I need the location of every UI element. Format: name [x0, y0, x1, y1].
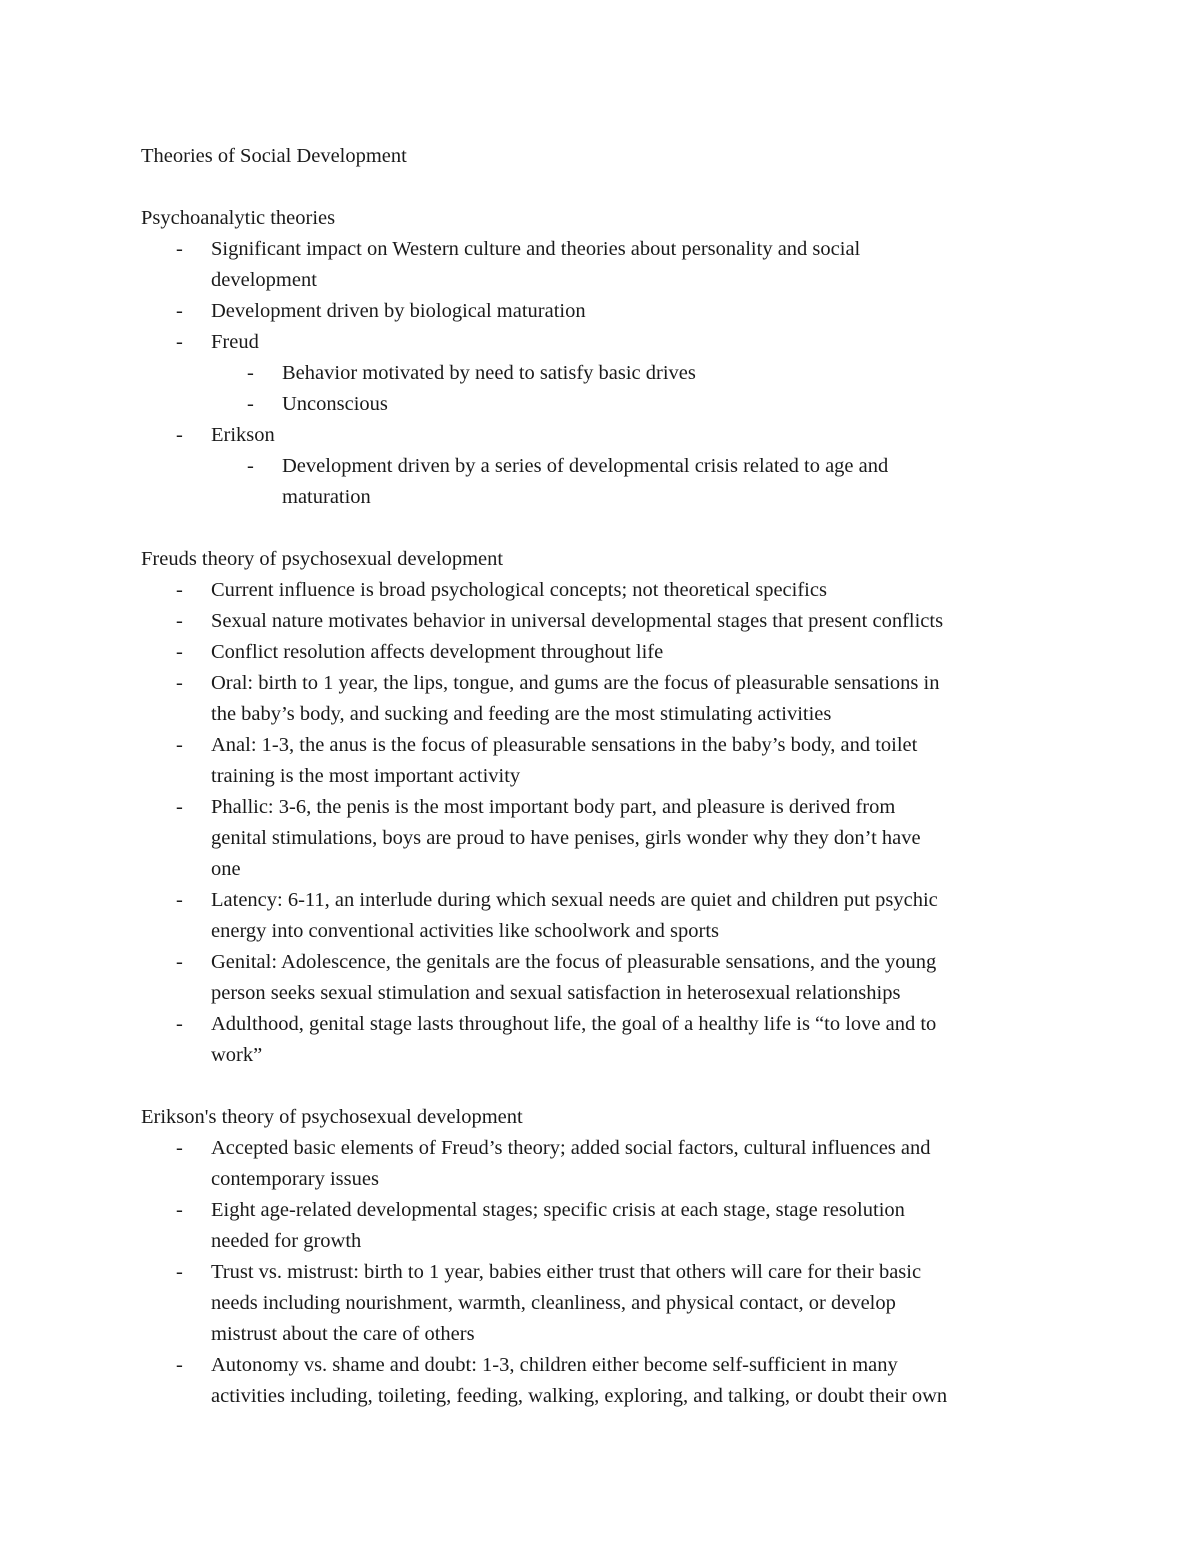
bullet-text: the baby’s body, and sucking and feeding are the most stimulating activities — [211, 703, 832, 725]
bullet-text: Freud — [211, 331, 259, 353]
bullet-text: needed for growth — [211, 1230, 362, 1252]
bullet-dash: - — [176, 1137, 183, 1159]
bullet-dash: - — [176, 1013, 183, 1035]
bullet-text: Latency: 6-11, an interlude during which sexual needs are quiet and children put psychic — [211, 889, 938, 911]
sub-bullet-text: Behavior motivated by need to satisfy basic drives — [282, 362, 696, 384]
bullet-text: Oral: birth to 1 year, the lips, tongue, and gums are the focus of pleasurable sensations in — [211, 672, 940, 694]
bullet-text: needs including nourishment, warmth, cleanliness, and physical contact, or develop — [211, 1292, 896, 1314]
bullet-dash: - — [176, 672, 183, 694]
bullet-text: training is the most important activity — [211, 765, 521, 787]
bullet-dash: - — [176, 1354, 183, 1376]
bullet-dash: - — [176, 610, 183, 632]
bullet-dash: - — [176, 641, 183, 663]
bullet-dash: - — [176, 238, 183, 260]
section-heading: Freuds theory of psychosexual development — [141, 548, 504, 570]
bullet-dash: - — [176, 734, 183, 756]
bullet-text: Erikson — [211, 424, 275, 446]
sub-bullet-dash: - — [247, 362, 254, 384]
bullet-text: energy into conventional activities like schoolwork and sports — [211, 920, 720, 942]
bullet-dash: - — [176, 889, 183, 911]
bullet-text: Autonomy vs. shame and doubt: 1-3, children either become self-sufficient in many — [211, 1354, 898, 1376]
bullet-text: activities including, toileting, feeding, walking, exploring, and talking, or doubt their own — [211, 1385, 948, 1407]
bullet-text: Sexual nature motivates behavior in universal developmental stages that present conflicts — [211, 610, 944, 632]
bullet-dash: - — [176, 579, 183, 601]
bullet-text: contemporary issues — [211, 1168, 379, 1190]
sub-bullet-text: maturation — [282, 486, 371, 508]
bullet-text: one — [211, 858, 241, 880]
bullet-text: Trust vs. mistrust: birth to 1 year, babies either trust that others will care for their basic — [211, 1261, 922, 1283]
bullet-text: Adulthood, genital stage lasts throughout life, the goal of a healthy life is “to love and to — [211, 1013, 937, 1035]
section-heading: Erikson's theory of psychosexual development — [141, 1106, 523, 1128]
bullet-text: Anal: 1-3, the anus is the focus of pleasurable sensations in the baby’s body, and toilet — [211, 734, 918, 756]
bullet-text: Phallic: 3-6, the penis is the most important body part, and pleasure is derived from — [211, 796, 896, 818]
bullet-text: Eight age-related developmental stages; specific crisis at each stage, stage resolution — [211, 1199, 905, 1221]
bullet-text: development — [211, 269, 317, 291]
bullet-dash: - — [176, 796, 183, 818]
sub-bullet-text: Development driven by a series of developmental crisis related to age and — [282, 455, 889, 477]
bullet-dash: - — [176, 1261, 183, 1283]
bullet-text: work” — [211, 1044, 263, 1066]
bullet-text: Significant impact on Western culture and theories about personality and social — [211, 238, 861, 260]
bullet-text: Genital: Adolescence, the genitals are the focus of pleasurable sensations, and the young — [211, 951, 937, 973]
bullet-text: mistrust about the care of others — [211, 1323, 475, 1345]
bullet-dash: - — [176, 951, 183, 973]
section-heading: Psychoanalytic theories — [141, 207, 336, 229]
bullet-text: Development driven by biological maturation — [211, 300, 586, 322]
sub-bullet-dash: - — [247, 393, 254, 415]
bullet-text: Conflict resolution affects development throughout life — [211, 641, 664, 663]
bullet-dash: - — [176, 1199, 183, 1221]
document-title: Theories of Social Development — [141, 145, 407, 167]
bullet-text: Accepted basic elements of Freud’s theory; added social factors, cultural influences and — [211, 1137, 931, 1159]
bullet-dash: - — [176, 331, 183, 353]
bullet-dash: - — [176, 424, 183, 446]
sub-bullet-text: Unconscious — [282, 393, 388, 415]
sub-bullet-dash: - — [247, 455, 254, 477]
bullet-text: Current influence is broad psychological concepts; not theoretical specifics — [211, 579, 827, 601]
bullet-dash: - — [176, 300, 183, 322]
bullet-text: genital stimulations, boys are proud to have penises, girls wonder why they don’t have — [211, 827, 921, 849]
bullet-text: person seeks sexual stimulation and sexual satisfaction in heterosexual relationships — [211, 982, 901, 1004]
